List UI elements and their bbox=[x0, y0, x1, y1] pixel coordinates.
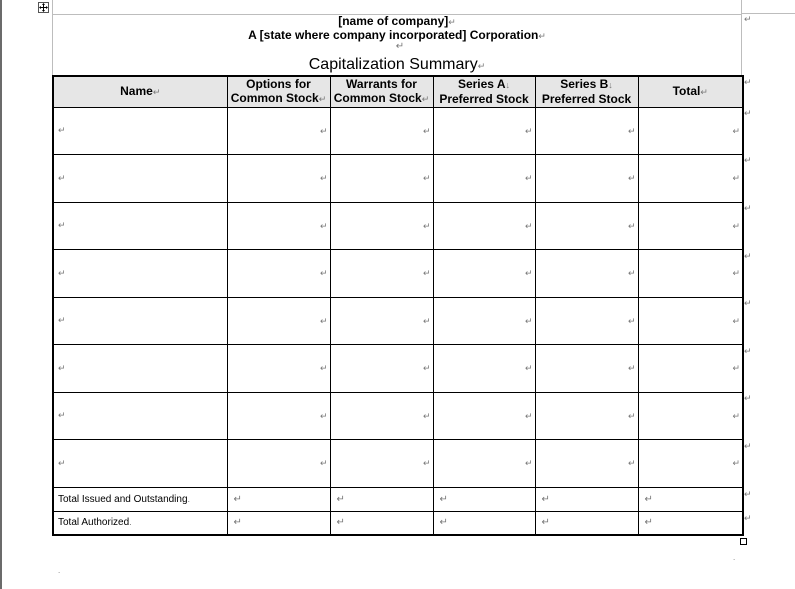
warrants-cell[interactable] bbox=[330, 250, 433, 298]
series-b-cell[interactable] bbox=[535, 202, 638, 250]
table-row bbox=[53, 250, 743, 298]
cell-mark: ↵ bbox=[439, 517, 448, 529]
options-total-issued-cell[interactable] bbox=[227, 487, 330, 511]
paragraph-mark: ↵ bbox=[395, 41, 405, 52]
cell-mark: ↵ bbox=[233, 493, 242, 505]
table-move-handle-icon[interactable] bbox=[38, 2, 49, 13]
document-end-mark: . bbox=[58, 566, 61, 575]
line-break-mark: ↓ bbox=[608, 80, 613, 91]
paragraph-mark: ↵ bbox=[538, 31, 546, 41]
total-cell[interactable] bbox=[638, 345, 743, 393]
row-end-mark: ↵ bbox=[744, 513, 752, 523]
total-authorized-row bbox=[53, 511, 743, 535]
cell-mark: ↵ bbox=[319, 220, 328, 231]
series-a-total-authorized-cell[interactable] bbox=[433, 511, 535, 535]
total-issued-label-cell[interactable] bbox=[53, 487, 227, 511]
row-end-mark: ↵ bbox=[744, 298, 752, 308]
name-cell[interactable] bbox=[53, 297, 227, 345]
row-end-mark: ↵ bbox=[744, 108, 752, 118]
series-b-cell[interactable] bbox=[535, 440, 638, 488]
options-cell[interactable] bbox=[227, 107, 330, 155]
cell-mark: ↵ bbox=[319, 458, 328, 469]
cell-mark: ↵ bbox=[422, 410, 431, 421]
total-cell[interactable] bbox=[638, 440, 743, 488]
total-cell[interactable] bbox=[638, 107, 743, 155]
cell-mark: ↵ bbox=[336, 517, 345, 529]
name-cell[interactable] bbox=[53, 107, 227, 155]
series-b-cell[interactable] bbox=[535, 107, 638, 155]
total-total-authorized-cell[interactable] bbox=[638, 511, 743, 535]
name-cell[interactable] bbox=[53, 155, 227, 203]
series-b-total-authorized-cell[interactable] bbox=[535, 511, 638, 535]
table-row bbox=[53, 392, 743, 440]
warrants-cell[interactable] bbox=[330, 392, 433, 440]
cell-mark: ↵ bbox=[58, 267, 66, 278]
warrants-cell[interactable] bbox=[330, 202, 433, 250]
warrants-cell[interactable] bbox=[330, 297, 433, 345]
page-top-edge bbox=[52, 0, 742, 14]
options-cell[interactable] bbox=[227, 202, 330, 250]
series-b-cell[interactable] bbox=[535, 155, 638, 203]
cell-mark: ↵ bbox=[524, 268, 533, 279]
column-header-series-b[interactable] bbox=[535, 76, 638, 107]
cell-mark: ↵ bbox=[627, 268, 636, 279]
cell-mark: ↵ bbox=[732, 363, 740, 374]
row-end-mark: ↵ bbox=[744, 203, 752, 213]
options-cell[interactable] bbox=[227, 392, 330, 440]
warrants-cell[interactable] bbox=[330, 345, 433, 393]
cell-mark: ↵ bbox=[319, 268, 328, 279]
column-header-text: Name bbox=[120, 84, 153, 99]
cell-mark: ↵ bbox=[319, 363, 328, 374]
column-header-options[interactable] bbox=[227, 76, 330, 107]
cell-mark: ↵ bbox=[700, 87, 708, 98]
cell-mark: ↵ bbox=[644, 517, 653, 529]
series-a-cell[interactable] bbox=[433, 392, 535, 440]
series-a-total-issued-cell[interactable] bbox=[433, 487, 535, 511]
cell-mark: ↵ bbox=[58, 125, 66, 136]
warrants-total-issued-cell[interactable] bbox=[330, 487, 433, 511]
column-header-series-a[interactable] bbox=[433, 76, 535, 107]
column-header-text: Common Stock bbox=[230, 91, 319, 106]
cell-end-mark: . bbox=[129, 517, 132, 528]
paragraph-mark: ↵ bbox=[448, 17, 456, 27]
cell-mark: ↵ bbox=[627, 220, 636, 231]
name-cell[interactable] bbox=[53, 345, 227, 393]
line-break-mark: ↓ bbox=[505, 80, 511, 91]
table-header-row bbox=[53, 76, 743, 107]
column-header-text: Options for bbox=[246, 77, 311, 92]
row-end-mark: ↵ bbox=[744, 489, 752, 499]
options-cell[interactable] bbox=[227, 440, 330, 488]
company-name-text: [name of company] bbox=[338, 14, 449, 28]
cell-mark: ↵ bbox=[319, 410, 328, 421]
series-a-cell[interactable] bbox=[433, 250, 535, 298]
column-header-text: Total bbox=[672, 84, 701, 99]
cell-mark: ↵ bbox=[732, 410, 740, 421]
cell-mark: ↵ bbox=[422, 173, 431, 184]
left-page-margin-rule bbox=[0, 0, 2, 589]
column-header-total[interactable] bbox=[638, 76, 743, 107]
warrants-cell[interactable] bbox=[330, 107, 433, 155]
cell-mark: ↵ bbox=[422, 363, 431, 374]
cell-mark: ↵ bbox=[524, 220, 533, 231]
cell-mark: ↵ bbox=[58, 362, 66, 373]
column-header-warrants[interactable] bbox=[330, 76, 433, 107]
document-title-text: Capitalization Summary bbox=[308, 56, 478, 73]
table-row bbox=[53, 155, 743, 203]
options-cell[interactable] bbox=[227, 297, 330, 345]
column-header-text: Series A bbox=[457, 77, 506, 92]
cell-mark: ↵ bbox=[336, 493, 345, 505]
cell-mark: ↵ bbox=[524, 410, 533, 421]
total-cell[interactable] bbox=[638, 392, 743, 440]
cell-mark: ↵ bbox=[732, 125, 740, 136]
company-name[interactable] bbox=[52, 14, 742, 29]
series-a-cell[interactable] bbox=[433, 440, 535, 488]
cell-mark: ↵ bbox=[541, 493, 550, 505]
section-end-mark: . bbox=[733, 553, 736, 562]
cell-mark: ↵ bbox=[58, 315, 66, 326]
cell-mark: ↵ bbox=[319, 125, 328, 136]
total-cell[interactable] bbox=[638, 202, 743, 250]
cell-mark: ↵ bbox=[524, 125, 533, 136]
cell-mark: ↵ bbox=[524, 315, 533, 326]
column-header-text: Series B bbox=[560, 77, 609, 92]
cell-mark: ↵ bbox=[732, 220, 740, 231]
column-header-text: Common Stock bbox=[333, 91, 422, 106]
cell-mark: ↵ bbox=[524, 363, 533, 374]
options-cell[interactable] bbox=[227, 345, 330, 393]
row-end-mark: ↵ bbox=[744, 393, 752, 403]
cell-mark: ↵ bbox=[732, 458, 740, 469]
series-b-cell[interactable] bbox=[535, 392, 638, 440]
warrants-cell[interactable] bbox=[330, 440, 433, 488]
cell-mark: ↵ bbox=[732, 315, 740, 326]
column-header-text: Preferred Stock bbox=[541, 92, 632, 107]
cell-mark: ↵ bbox=[319, 173, 328, 184]
cell-mark: ↵ bbox=[439, 493, 448, 505]
cell-mark: ↵ bbox=[233, 517, 242, 529]
cell-mark: ↵ bbox=[627, 363, 636, 374]
cell-mark: ↵ bbox=[422, 268, 431, 279]
series-a-cell[interactable] bbox=[433, 202, 535, 250]
series-b-cell[interactable] bbox=[535, 250, 638, 298]
series-a-cell[interactable] bbox=[433, 155, 535, 203]
name-cell[interactable] bbox=[53, 250, 227, 298]
capitalization-table bbox=[52, 75, 744, 536]
options-cell[interactable] bbox=[227, 155, 330, 203]
row-end-mark: ↵ bbox=[744, 251, 752, 261]
cell-mark: ↵ bbox=[318, 94, 327, 105]
cell-mark: ↵ bbox=[627, 458, 636, 469]
total-cell[interactable] bbox=[638, 297, 743, 345]
series-b-cell[interactable] bbox=[535, 345, 638, 393]
row-end-mark: ↵ bbox=[744, 441, 752, 451]
series-a-cell[interactable] bbox=[433, 107, 535, 155]
cell-mark: ↵ bbox=[627, 410, 636, 421]
table-row bbox=[53, 440, 743, 488]
cell-mark: ↵ bbox=[422, 315, 431, 326]
name-cell[interactable] bbox=[53, 392, 227, 440]
row-end-mark: ↵ bbox=[744, 346, 752, 356]
cell-mark: ↵ bbox=[58, 172, 66, 183]
row-end-mark: ↵ bbox=[744, 77, 752, 87]
series-a-cell[interactable] bbox=[433, 297, 535, 345]
cell-mark: ↵ bbox=[627, 125, 636, 136]
table-resize-handle[interactable] bbox=[740, 538, 747, 545]
cell-mark: ↵ bbox=[524, 173, 533, 184]
warrants-cell[interactable] bbox=[330, 155, 433, 203]
cell-mark: ↵ bbox=[644, 493, 653, 505]
total-authorized-label: Total Authorized bbox=[58, 517, 130, 529]
column-header-text: Warrants for bbox=[346, 77, 417, 92]
total-issued-label: Total Issued and Outstanding bbox=[58, 493, 188, 505]
paragraph-mark: ↵ bbox=[477, 61, 486, 71]
cell-end-mark: . bbox=[187, 493, 191, 504]
series-a-cell[interactable] bbox=[433, 345, 535, 393]
total-issued-row bbox=[53, 487, 743, 511]
cell-mark: ↵ bbox=[421, 94, 430, 105]
cell-mark: ↵ bbox=[58, 457, 66, 468]
series-b-cell[interactable] bbox=[535, 297, 638, 345]
total-total-issued-cell[interactable] bbox=[638, 487, 743, 511]
cell-mark: ↵ bbox=[627, 315, 636, 326]
document-title[interactable] bbox=[52, 55, 742, 76]
options-total-authorized-cell[interactable] bbox=[227, 511, 330, 535]
table-row bbox=[53, 202, 743, 250]
total-cell[interactable] bbox=[638, 155, 743, 203]
name-cell[interactable] bbox=[53, 202, 227, 250]
table-row bbox=[53, 345, 743, 393]
cell-mark: ↵ bbox=[732, 173, 740, 184]
column-header-text: Preferred Stock bbox=[439, 92, 529, 107]
cell-mark: ↵ bbox=[422, 458, 431, 469]
cell-mark: ↵ bbox=[319, 315, 328, 326]
total-authorized-label-cell[interactable] bbox=[53, 511, 227, 535]
options-cell[interactable] bbox=[227, 250, 330, 298]
cell-mark: ↵ bbox=[422, 125, 431, 136]
cell-mark: ↵ bbox=[422, 220, 431, 231]
warrants-total-authorized-cell[interactable] bbox=[330, 511, 433, 535]
cell-mark: ↵ bbox=[732, 268, 740, 279]
state-line-text: A [state where company incorporated] Corporation bbox=[248, 28, 539, 42]
cell-mark: ↵ bbox=[524, 458, 533, 469]
series-b-total-issued-cell[interactable] bbox=[535, 487, 638, 511]
cell-mark: ↵ bbox=[58, 220, 66, 231]
row-end-mark: ↵ bbox=[744, 155, 752, 165]
table-row bbox=[53, 107, 743, 155]
name-cell[interactable] bbox=[53, 440, 227, 488]
row-end-marks bbox=[744, 0, 756, 589]
total-cell[interactable] bbox=[638, 250, 743, 298]
cell-mark: ↵ bbox=[152, 87, 161, 98]
column-header-name[interactable] bbox=[53, 76, 227, 107]
cell-mark: ↵ bbox=[541, 517, 550, 529]
cell-mark: ↵ bbox=[58, 410, 66, 421]
row-end-mark: ↵ bbox=[744, 14, 752, 24]
table-row bbox=[53, 297, 743, 345]
cell-mark: ↵ bbox=[627, 173, 636, 184]
